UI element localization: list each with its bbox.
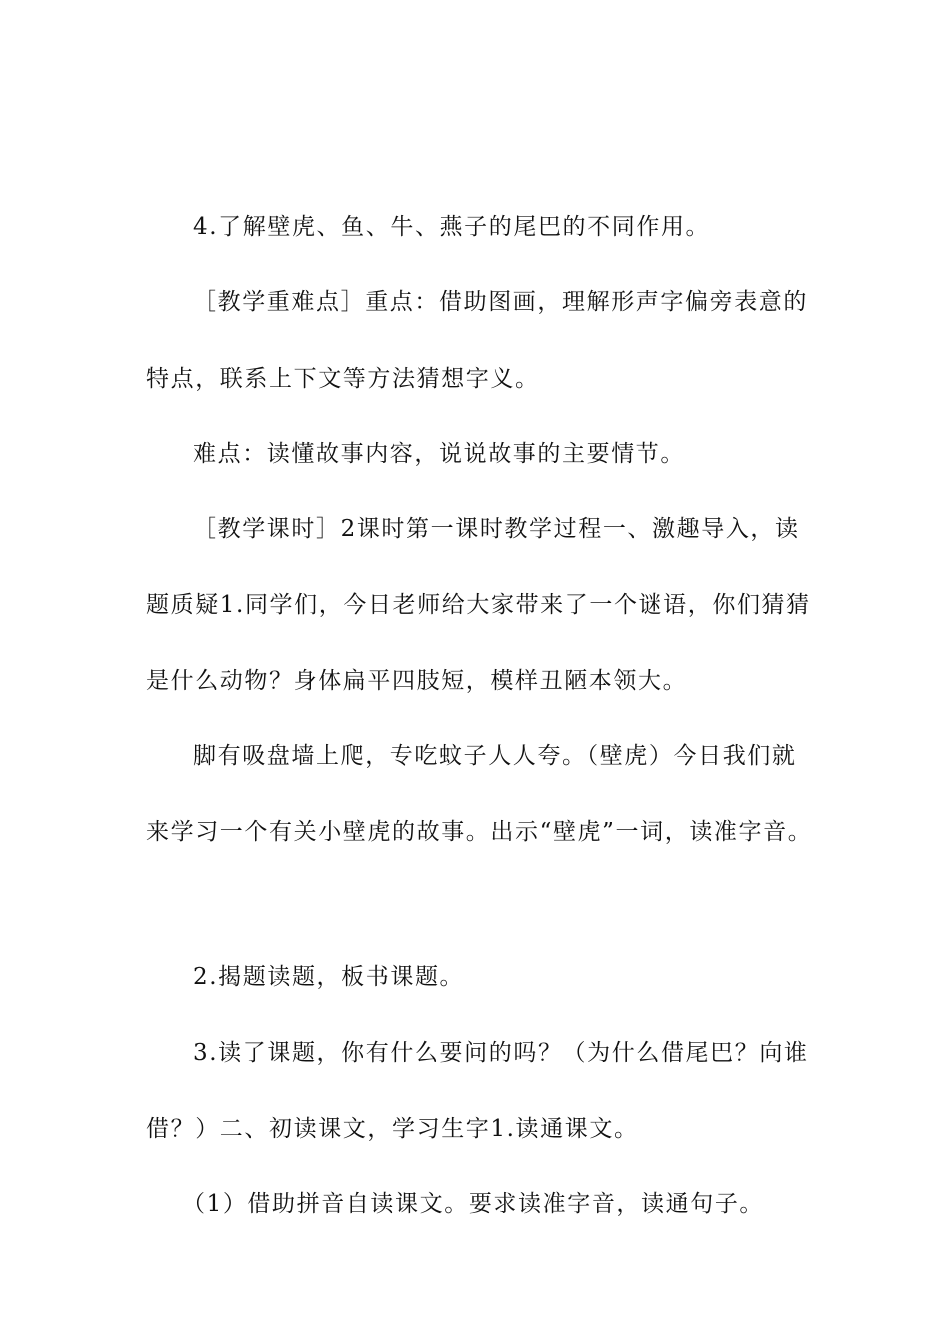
text-line-objective-4: 4.了解壁虎、鱼、牛、燕子的尾巴的不同作用。 xyxy=(193,214,711,240)
text-line-riddle-intro: 题质疑1.同学们，今日老师给大家带来了一个谜语，你们猜猜 xyxy=(146,592,811,618)
text-line-difficulty: 难点：读懂故事内容，说说故事的主要情节。 xyxy=(193,441,685,467)
text-line-riddle-1: 是什么动物？身体扁平四肢短，模样丑陋本领大。 xyxy=(146,668,688,694)
text-line-step-3: 3.读了课题，你有什么要问的吗？（为什么借尾巴？向谁 xyxy=(193,1040,809,1066)
text-line-key-points: ［教学重难点］重点：借助图画，理解形声字偏旁表意的 xyxy=(193,289,808,315)
text-line-pinyin-reading: （1）借助拼音自读课文。要求读准字音，读通句子。 xyxy=(182,1191,765,1217)
text-line-key-points-cont: 特点，联系上下文等方法猜想字义。 xyxy=(146,366,540,392)
text-line-riddle-2: 脚有吸盘墙上爬，专吃蚊子人人夸。（壁虎）今日我们就 xyxy=(193,743,797,769)
text-line-step-2: 2.揭题读题，板书课题。 xyxy=(193,964,465,990)
text-line-class-hours: ［教学课时］2课时第一课时教学过程一、激趣导入，读 xyxy=(193,516,800,542)
text-line-gecko-story: 来学习一个有关小壁虎的故事。出示“壁虎”一词，读准字音。 xyxy=(146,819,813,845)
text-line-first-reading: 借？）二、初读课文，学习生字1.读通课文。 xyxy=(146,1116,639,1142)
